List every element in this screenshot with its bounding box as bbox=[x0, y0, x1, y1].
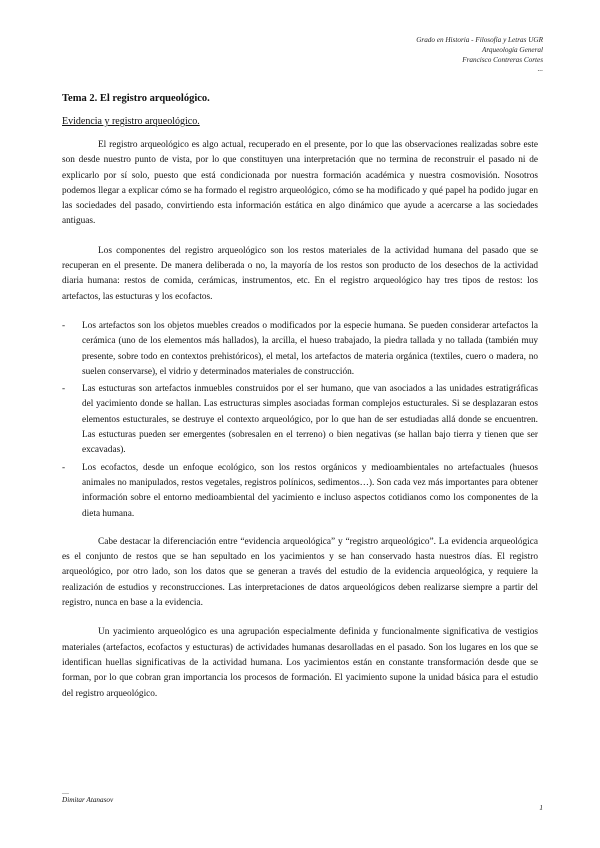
footer-author: Dimitar Atanasov bbox=[62, 796, 114, 804]
list-item-text: Los artefactos son los objetos muebles creados o modificados por la especie humana. Se pueden considerar artefactos la cerámica (uno de los elementos más hallados), la arcilla, el hueso trabajado, la piedra tallada y no tallada (también muy presente, sobre todo en contextos prehistóricos), el metal, los artefactos de materia orgánica (textiles, cuero o madera, no suelen conservarse), el vidrio y determinados materiales de construcción. bbox=[82, 320, 538, 377]
header-line-course: Grado en Historia - Filosofía y Letras UGR bbox=[416, 36, 543, 44]
list-item-estructuras bbox=[62, 382, 538, 458]
page-title: Tema 2. El registro arqueológico. bbox=[62, 93, 210, 104]
section-subtitle: Evidencia y registro arqueológico. bbox=[62, 116, 200, 127]
paragraph-4: Un yacimiento arqueológico es una agrupación especialmente definida y funcionalmente significativa de vestigios materiales (artefactos, ecofactos y estucturas) de actividades humanas desarolladas en el pasado. Son los lugares en los que se identifican huellas significativas de la actividad humana. Los yacimientos están en constante transformación desde que se forman, por lo que cobran gran importancia los procesos de formación. El yacimiento supone la unidad básica para el estudio del registro arqueológico. bbox=[62, 627, 538, 699]
paragraph-1: El registro arqueológico es algo actual, recuperado en el presente, por lo que las observaciones realizadas sobre este son desde nuestro punto de vista, por lo que constituyen una interpretación que no termina de reconstruir el pasado ni de explicarlo por sí solo, puesto que está condicionada por nuestra formación académica y nuestra cosmovisión. Nosotros podemos llegar a explicar cómo se ha formado el registro arqueológico, cómo se ha modificado y qué papel ha podido jugar en las sociedades del pasado, convirtiendo esta información estática en algo dinámico que ayude a acercarse a las sociedades antiguas. bbox=[62, 140, 538, 227]
list-item-ecofactos bbox=[62, 461, 538, 522]
paragraph-2: Los componentes del registro arqueológico son los restos materiales de la actividad humana del pasado que se recuperan en el presente. De manera deliberada o no, la mayoría de los restos son producto de los desechos de la actividad diaria humana: restos de comida, cerámicas, instrumentos, etc. En el registro arqueológico hay tres tipos de restos: los artefactos, las estucturas y los ecofactos. bbox=[62, 245, 538, 302]
remains-type-list bbox=[62, 319, 538, 522]
list-item-text: Los ecofactos, desde un enfoque ecológico, son los restos orgánicos y medioambientales no artefactuales (huesos animales no manipulados, restos vegetales, registros polínicos, sedimentos…). Son cada vez más importantes para obtener información sobre el entorno medioambiental del yacimiento e incluso aspectos cotidianos como los componentes de la dieta humana. bbox=[82, 462, 538, 519]
document-body bbox=[62, 92, 538, 716]
list-bullet: - bbox=[62, 320, 66, 331]
list-bullet: - bbox=[62, 384, 66, 395]
footer-separator: __ bbox=[62, 787, 69, 795]
list-bullet: - bbox=[62, 462, 66, 473]
header-line-ellipsis: ... bbox=[537, 65, 543, 74]
header-line-professor: Francisco Contreras Cortes bbox=[462, 55, 543, 64]
page-number: 1 bbox=[539, 804, 543, 812]
page-header bbox=[416, 36, 543, 75]
list-item-text: Las estucturas son artefactos inmuebles construidos por el ser humano, que van asociados a las unidades estratigráficas del yacimiento donde se hallan. Las estructuras simples asociadas forman complejos estucturales. Si se desplazaran estos elementos estucturales, se destruye el contexto arqueológico, por lo que han de ser estudiadas allá donde se encuentren. Las estucturas pueden ser emergentes (sobresalen en el terreno) o bien negativas (se hallan bajo tierra y tienen que ser excavadas). bbox=[82, 384, 538, 456]
list-item-artefactos bbox=[62, 319, 538, 380]
header-line-subject: Arqueología General bbox=[481, 45, 543, 54]
paragraph-3: Cabe destacar la diferenciación entre “evidencia arqueológica” y “registro arqueológico”. La evidencia arqueológica es el conjunto de restos que se han sepultado en los yacimientos y se han conservado hasta nuestros días. El registro arqueológico, por otro lado, son los datos que se generan a través del estudio de la evidencia arqueológica, y requiere la realización de estudios y reconstrucciones. Las interpretaciones de datos arqueológicos deben realizarse siempre a partir del registro, nunca en base a la evidencia. bbox=[62, 536, 538, 609]
